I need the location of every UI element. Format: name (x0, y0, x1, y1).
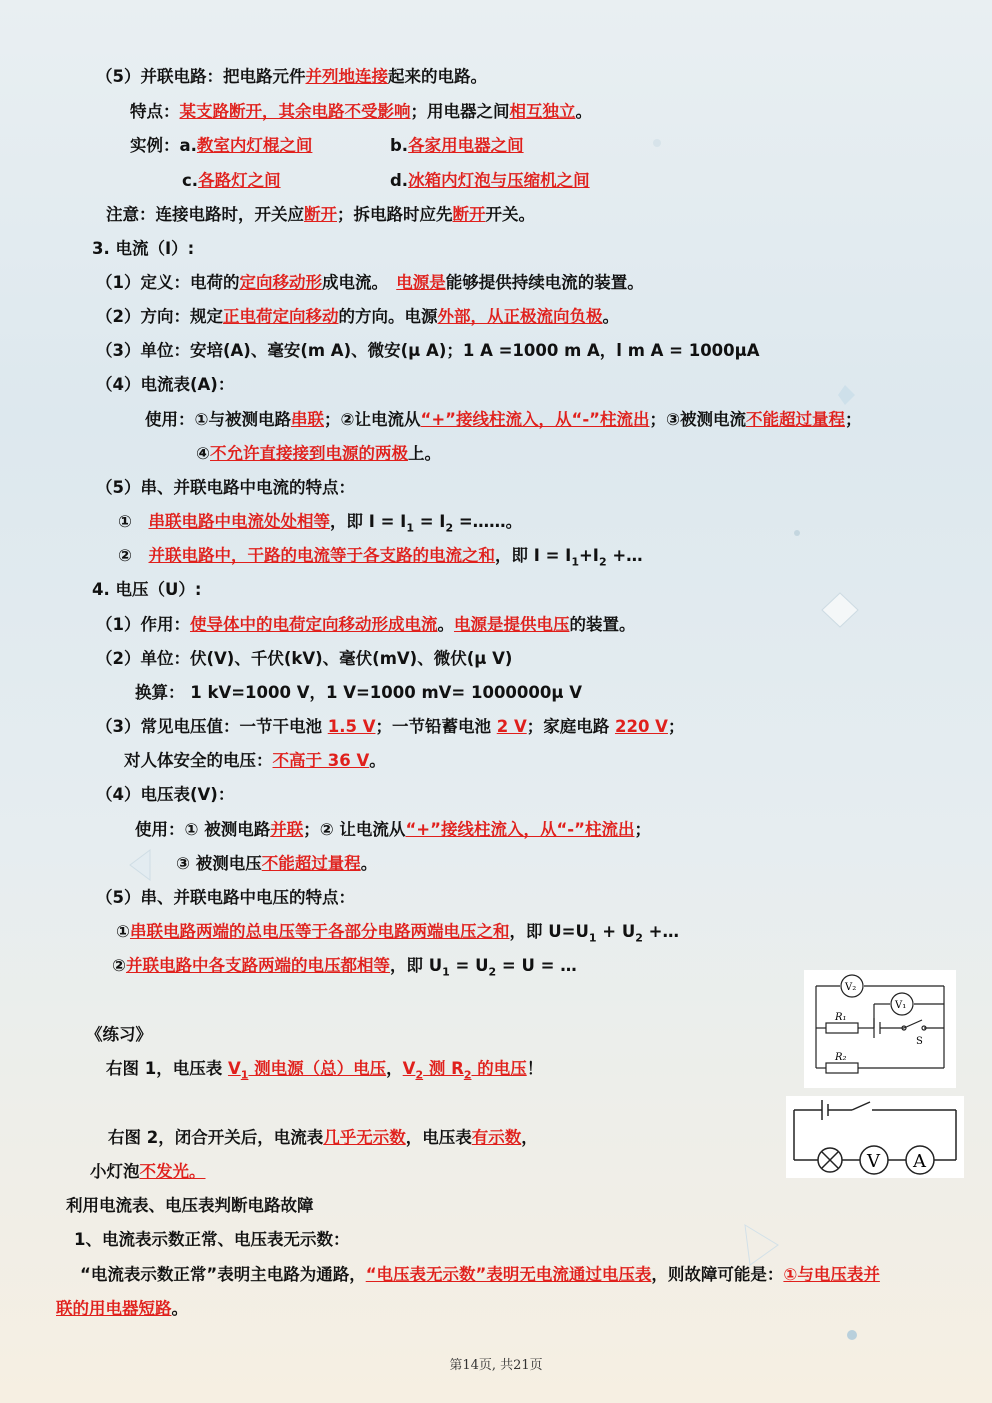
v2-label: V₂ (845, 982, 857, 993)
l12: ④不允许直接接到电源的两极上。 (196, 444, 441, 463)
v1-label: V₁ (895, 1000, 907, 1011)
l1: （5）并联电路：把电路元件并列地连接起来的电路。 (96, 67, 487, 86)
l8: （2）方向：规定正电荷定向移动的方向。电源外部，从正极流向负极。 (96, 307, 619, 326)
l4b: d.冰箱内灯泡与压缩机之间 (390, 171, 590, 190)
l29: 右图 1，电压表 $V_1$ 测电源（总）电压，$V_2$ 测 $R_2$ 的电压！ (106, 1059, 544, 1082)
l17: （1）作用：使导体中的电荷定向移动形成电流。电源是提供电压的装置。 (96, 615, 636, 634)
r2-label: R₂ (835, 1052, 847, 1063)
l3b: b.各家用电器之间 (390, 136, 524, 155)
l9: （3）单位：安培(A)、毫安(m A)、微安(μ A)；1 A =1000 m A，l m A = 1000μA (96, 341, 760, 360)
l35: 联的用电器短路。 (56, 1299, 188, 1318)
l13: （5）串、并联电路中电流的特点： (96, 478, 355, 497)
l15: ② 并联电路中，干路的电流等于各支路的电流之和，即 $I = I_1+I_2$ +… (118, 546, 643, 569)
l27: ②并联电路中各支路两端的电压都相等，即 $U_1 = U_2 = U$ = … (112, 956, 577, 979)
l23: 使用：① 被测电路并联；② 让电流从“+”接线柱流入，从“-”柱流出； (135, 820, 651, 839)
l5: 注意：连接电路时，开关应断开；拆电路时应先断开开关。 (106, 205, 535, 224)
l21: 对人体安全的电压：不高于 36 V。 (124, 751, 386, 770)
l28: 《练习》 (86, 1025, 152, 1044)
l30: 右图 2，闭合开关后，电流表几乎无示数，电压表有示数， (108, 1128, 538, 1147)
l31: 小灯泡不发光。 (90, 1162, 206, 1181)
voltmeter-label: V (867, 1151, 880, 1172)
l3a: 实例：a.教室内灯棍之间 (130, 136, 313, 155)
ammeter-label: A (913, 1151, 926, 1172)
l18: （2）单位：伏(V)、千伏(kV)、毫伏(mV)、微伏(μ V) (96, 649, 513, 668)
s-label: S (916, 1036, 923, 1047)
l32: 利用电流表、电压表判断电路故障 (66, 1196, 314, 1215)
l19: 换算： 1 kV=1000 V，1 V=1000 mV= 1000000μ V (135, 683, 583, 702)
l11: 使用：①与被测电路串联；②让电流从“+”接线柱流入，从“-”柱流出；③被测电流不能超过量程； (145, 410, 862, 429)
l10: （4）电流表(A)： (96, 375, 235, 394)
l33: 1、电流表示数正常、电压表无示数： (74, 1230, 350, 1249)
l2: 特点：某支路断开，其余电路不受影响；用电器之间相互独立。 (130, 102, 592, 121)
l20: （3）常见电压值：一节干电池 1.5 V；一节铅蓄电池 2 V；家庭电路 220 V； (96, 717, 685, 736)
l34: “电流表示数正常”表明主电路为通路，“电压表无示数”表明无电流通过电压表，则故障可能是：①与电压表并 (80, 1265, 880, 1284)
circuit-figure-1 (804, 970, 956, 1088)
circuit-figure-2 (786, 1096, 964, 1178)
l16: 4. 电压（U）: (92, 580, 202, 599)
page-footer: 第14页, 共21页 (449, 1358, 543, 1373)
l25: （5）串、并联电路中电压的特点： (96, 888, 355, 907)
l24: ③ 被测电压不能超过量程。 (176, 854, 378, 873)
l14: ① 串联电路中电流处处相等，即 $I = I_1 = I_2$ =……。 (118, 512, 523, 535)
l7: （1）定义：电荷的定向移动形成电流。 电源是能够提供持续电流的装置。 (96, 273, 644, 292)
l6: 3. 电流（I）: (92, 239, 195, 258)
r1-label: R₁ (835, 1012, 847, 1023)
l22: （4）电压表(V)： (96, 785, 235, 804)
l26: ①串联电路两端的总电压等于各部分电路两端电压之和，即 $U=U_1 + U_2$ +… (116, 922, 679, 945)
l4a: c.各路灯之间 (182, 171, 281, 190)
